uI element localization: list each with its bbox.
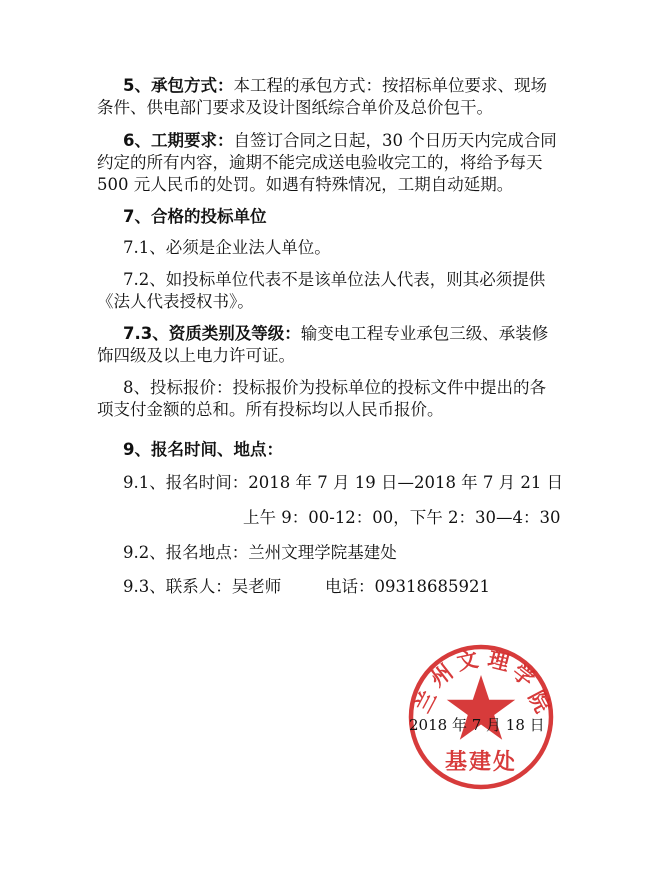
seal-char: 文: [454, 647, 481, 676]
document-date: 2018 年 7 月 18 日: [409, 716, 545, 734]
s9-title: 9、报名时间、地点：: [123, 440, 283, 459]
s8-line2: 项支付金额的总和。所有投标均以人民币报价。: [97, 400, 444, 419]
s5-line1: [123, 76, 547, 96]
p93-contact: 9.3、联系人：吴老师: [123, 577, 282, 596]
s6-line3: 500 元人民币的处罚。如遇有特殊情况，工期自动延期。: [97, 175, 514, 194]
p91-hours: 上午 9：00-12：00，下午 2：30—4：30: [243, 508, 561, 527]
p73-line2: 饰四级及以上电力许可证。: [97, 346, 295, 365]
s6-line2: 约定的所有内容，逾期不能完成送电验收完工的，将给予每天: [97, 153, 543, 172]
s6-text-1: 自签订合同之日起，30 个日历天内完成合同: [233, 131, 557, 150]
seal-center-text: 基建处: [444, 750, 518, 775]
s6-line1: [123, 131, 557, 151]
seal-char: 院: [523, 686, 555, 717]
p72-line1: 7.2、如投标单位代表不是该单位法人代表，则其必须提供: [123, 270, 546, 289]
p91: 9.1、报名时间：2018 年 7 月 19 日—2018 年 7 月 21 日: [123, 473, 564, 492]
p73-line1: [123, 324, 549, 344]
p73-title: 7.3、资质类别及等级：: [123, 324, 301, 343]
s5-text-1: 本工程的承包方式：按招标单位要求、现场: [233, 76, 547, 95]
p71: 7.1、必须是企业法人单位。: [123, 238, 331, 257]
s5-line2: 条件、供电部门要求及设计图纸综合单价及总价包干。: [97, 98, 493, 117]
seal-char: 州: [426, 659, 458, 692]
s7-title: 7、合格的投标单位: [123, 207, 267, 226]
p93-phone: 电话：09318685921: [325, 577, 490, 596]
seal-char: 兰: [410, 686, 442, 717]
s5-title: 5、承包方式：: [123, 76, 234, 95]
p92: 9.2、报名地点：兰州文理学院基建处: [123, 543, 397, 562]
p72-line2: 《法人代表授权书》。: [97, 292, 254, 311]
s6-title: 6、工期要求：: [123, 131, 234, 150]
seal-char: 理: [485, 647, 512, 676]
seal-char: 学: [507, 659, 539, 692]
p73-text-1: 输变电工程专业承包三级、承装修: [300, 324, 549, 343]
s8-line1: 8、投标报价：投标报价为投标单位的投标文件中提出的各: [123, 378, 546, 397]
